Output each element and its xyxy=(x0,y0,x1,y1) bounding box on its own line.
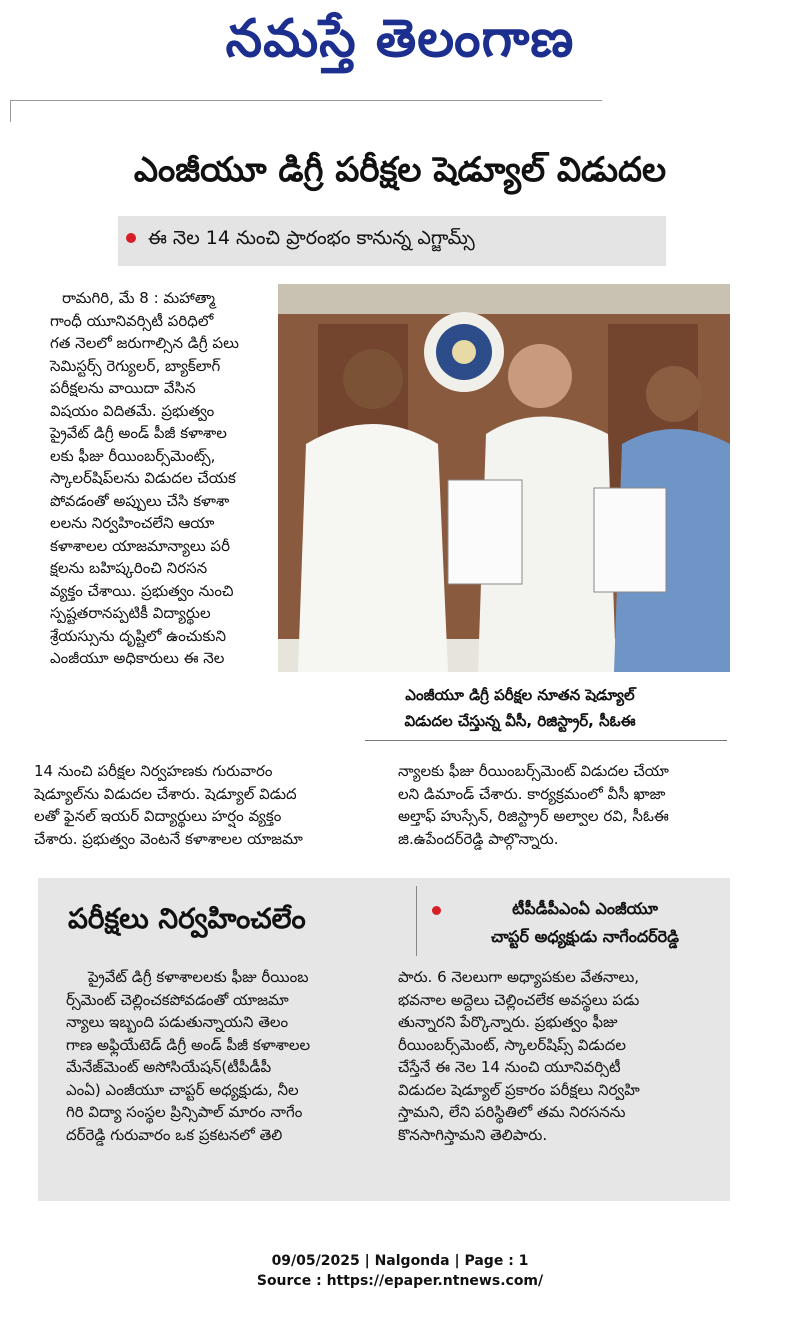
text-line: పోవడంతో అప్పులు చేసి కళాశా xyxy=(50,491,230,510)
text-line: 14 నుంచి పరీక్షల నిర్వహణకు గురువారం xyxy=(34,762,273,780)
text-line: గాంధీ యూనివర్సిటీ పరిధిలో xyxy=(50,311,214,330)
text-line: రామగిరి, మే 8 : మహాత్మా xyxy=(62,289,215,307)
text-line: ప్రైవేట్ డిగ్రీ అండ్ పీజీ కళాశాల xyxy=(50,424,227,442)
column-divider xyxy=(10,100,11,122)
text-line: పారు. 6 నెలలుగా అధ్యాపకుల వేతనాలు, xyxy=(398,968,640,986)
text-line: లని డిమాండ్ చేశారు. కార్యక్రమంలో వీసీ ఖాజా xyxy=(398,784,666,803)
text-line: ప్రైవేట్ డిగ్రీ కళాశాలలకు ఫీజు రీయింబ xyxy=(88,968,309,986)
text-line: గత నెలలో జరుగాల్సిన డిగ్రీ పలు xyxy=(50,334,239,352)
article-column-1 xyxy=(50,287,272,670)
text-line: స్పష్టతరానప్పటికీ విద్యార్థుల xyxy=(50,604,211,622)
photo-illustration xyxy=(278,284,730,672)
text-line: లలను నిర్వహించలేని ఆయా xyxy=(50,514,215,532)
text-line: స్కాలర్‌షిప్‌లను విడుదల చేయక xyxy=(50,469,236,487)
footer-source-link[interactable]: Source : https://epaper.ntnews.com/ xyxy=(256,1273,544,1289)
text-line: సెమిస్టర్స్ రెగ్యులర్, బ్యాక్‌లాగ్ xyxy=(50,356,221,375)
text-line: ఎంఏ) ఎంజీయూ చాప్టర్ అధ్యక్షుడు, నీల xyxy=(66,1080,299,1099)
text-line: షెడ్యూల్‌ను విడుదల చేశారు. షెడ్యూల్ విడుద xyxy=(34,784,297,803)
text-line: న్యాలు ఇబ్బంది పడుతున్నాయని తెలం xyxy=(66,1013,289,1031)
text-line: లకు ఫీజు రీయింబర్స్‌మెంట్స్, xyxy=(50,446,216,465)
text-line: మేనేజ్‌మెంట్ అసోసియేషన్(టీపీడీపీ xyxy=(66,1058,272,1076)
text-line: గాణ అఫ్లియేటెడ్ డిగ్రీ అండ్ పీజీ కళాశాలల xyxy=(66,1035,311,1054)
text-line: జి.ఉపేందర్‌రెడ్డి పాల్గొన్నారు. xyxy=(398,829,559,848)
text-line: గిరి విద్యా సంస్థల ప్రిన్సిపాల్ మారం నాగేం xyxy=(66,1103,303,1121)
text-line: లతో ఫైనల్ ఇయర్ విద్యార్థులు హర్షం వ్యక్తం xyxy=(34,807,282,825)
text-line: ఎంజీయూ అధికారులు ఈ నెల xyxy=(50,649,225,667)
article-column-2b xyxy=(398,760,734,850)
photo-caption xyxy=(330,682,710,734)
text-line: ర్స్‌మెంట్ చెల్లించకపోవడంతో యాజమా xyxy=(66,990,289,1009)
masthead-title: నమస్తే తెలంగాణ xyxy=(225,8,575,69)
caption-divider xyxy=(365,740,727,741)
box-divider xyxy=(416,886,417,956)
article2-column-1 xyxy=(66,966,390,1146)
masthead-divider xyxy=(10,100,602,101)
text-line: కళాశాలల యాజమాన్యాలు పరీ xyxy=(50,536,230,555)
bullet-icon xyxy=(432,906,441,915)
text-line: విషయం విదితమే. ప్రభుత్వం xyxy=(50,401,215,420)
subhead: ఈ నెల 14 నుంచి ప్రారంభం కానున్న ఎగ్జామ్స్ xyxy=(148,227,475,249)
caption-line: ఎంజీయూ డిగ్రీ పరీక్షల నూతన షెడ్యూల్ xyxy=(405,686,635,704)
article2-headline: పరీక్షలు నిర్వహించలేం xyxy=(68,902,306,935)
text-line: విడుదల షెడ్యూల్ ప్రకారం పరీక్షలు నిర్వహి xyxy=(398,1080,640,1099)
text-line: చేశారు. ప్రభుత్వం వెంటనే కళాశాలల యాజమా xyxy=(34,829,303,848)
news-photo xyxy=(278,284,730,672)
text-line: అల్తాఫ్ హుస్సేన్, రిజిస్ట్రార్ అల్వాల రవి, సీఓఈ xyxy=(398,807,669,825)
footer-date-edition: 09/05/2025 | Nalgonda | Page : 1 xyxy=(271,1253,529,1269)
text-line: స్తామని, లేని పరిస్థితిలో తమ నిరసనను xyxy=(398,1103,626,1121)
subhead-line: టీపీడీపీఎంఏ ఎంజీయూ xyxy=(512,899,658,918)
article2-column-2 xyxy=(398,966,718,1146)
text-line: దర్‌రెడ్డి గురువారం ఒక ప్రకటనలో తెలి xyxy=(66,1125,283,1144)
article2-subhead xyxy=(450,895,720,951)
text-line: కొనసాగిస్తామని తెలిపారు. xyxy=(398,1125,548,1144)
headline: ఎంజీయూ డిగ్రీ పరీక్షల షెడ్యూల్ విడుదల xyxy=(133,150,667,190)
text-line: న్యాలకు ఫీజు రీయింబర్స్‌మెంట్ విడుదల చేయా xyxy=(398,762,669,780)
article-column-1b xyxy=(34,760,370,850)
footer xyxy=(0,1251,800,1291)
text-line: భవనాల అద్దెలు చెల్లించలేక అవస్థలు పడు xyxy=(398,990,640,1009)
text-line: రీయింబర్స్‌మెంట్, స్కాలర్‌షిప్స్ విడుదల xyxy=(398,1035,626,1054)
text-line: తున్నారని పేర్కొన్నారు. ప్రభుత్వం ఫీజు xyxy=(398,1013,618,1031)
caption-line: విడుదల చేస్తున్న వీసీ, రిజిస్ట్రార్, సీఓఈ xyxy=(404,712,636,730)
text-line: పరీక్షలను వాయిదా వేసిన xyxy=(50,379,196,397)
text-line: చేస్తేనే ఈ నెల 14 నుంచి యూనివర్సిటీ xyxy=(398,1058,621,1076)
text-line: శ్రేయస్సును దృష్టిలో ఉంచుకుని xyxy=(50,626,226,645)
text-line: వ్యక్తం చేశాయి. ప్రభుత్వం నుంచి xyxy=(50,581,234,600)
bullet-icon xyxy=(126,233,136,243)
subhead-line: చాప్టర్ అధ్యక్షుడు నాగేందర్‌రెడ్డి xyxy=(491,927,679,946)
text-line: క్షలను బహిష్కరించి నిరసన xyxy=(50,559,208,577)
